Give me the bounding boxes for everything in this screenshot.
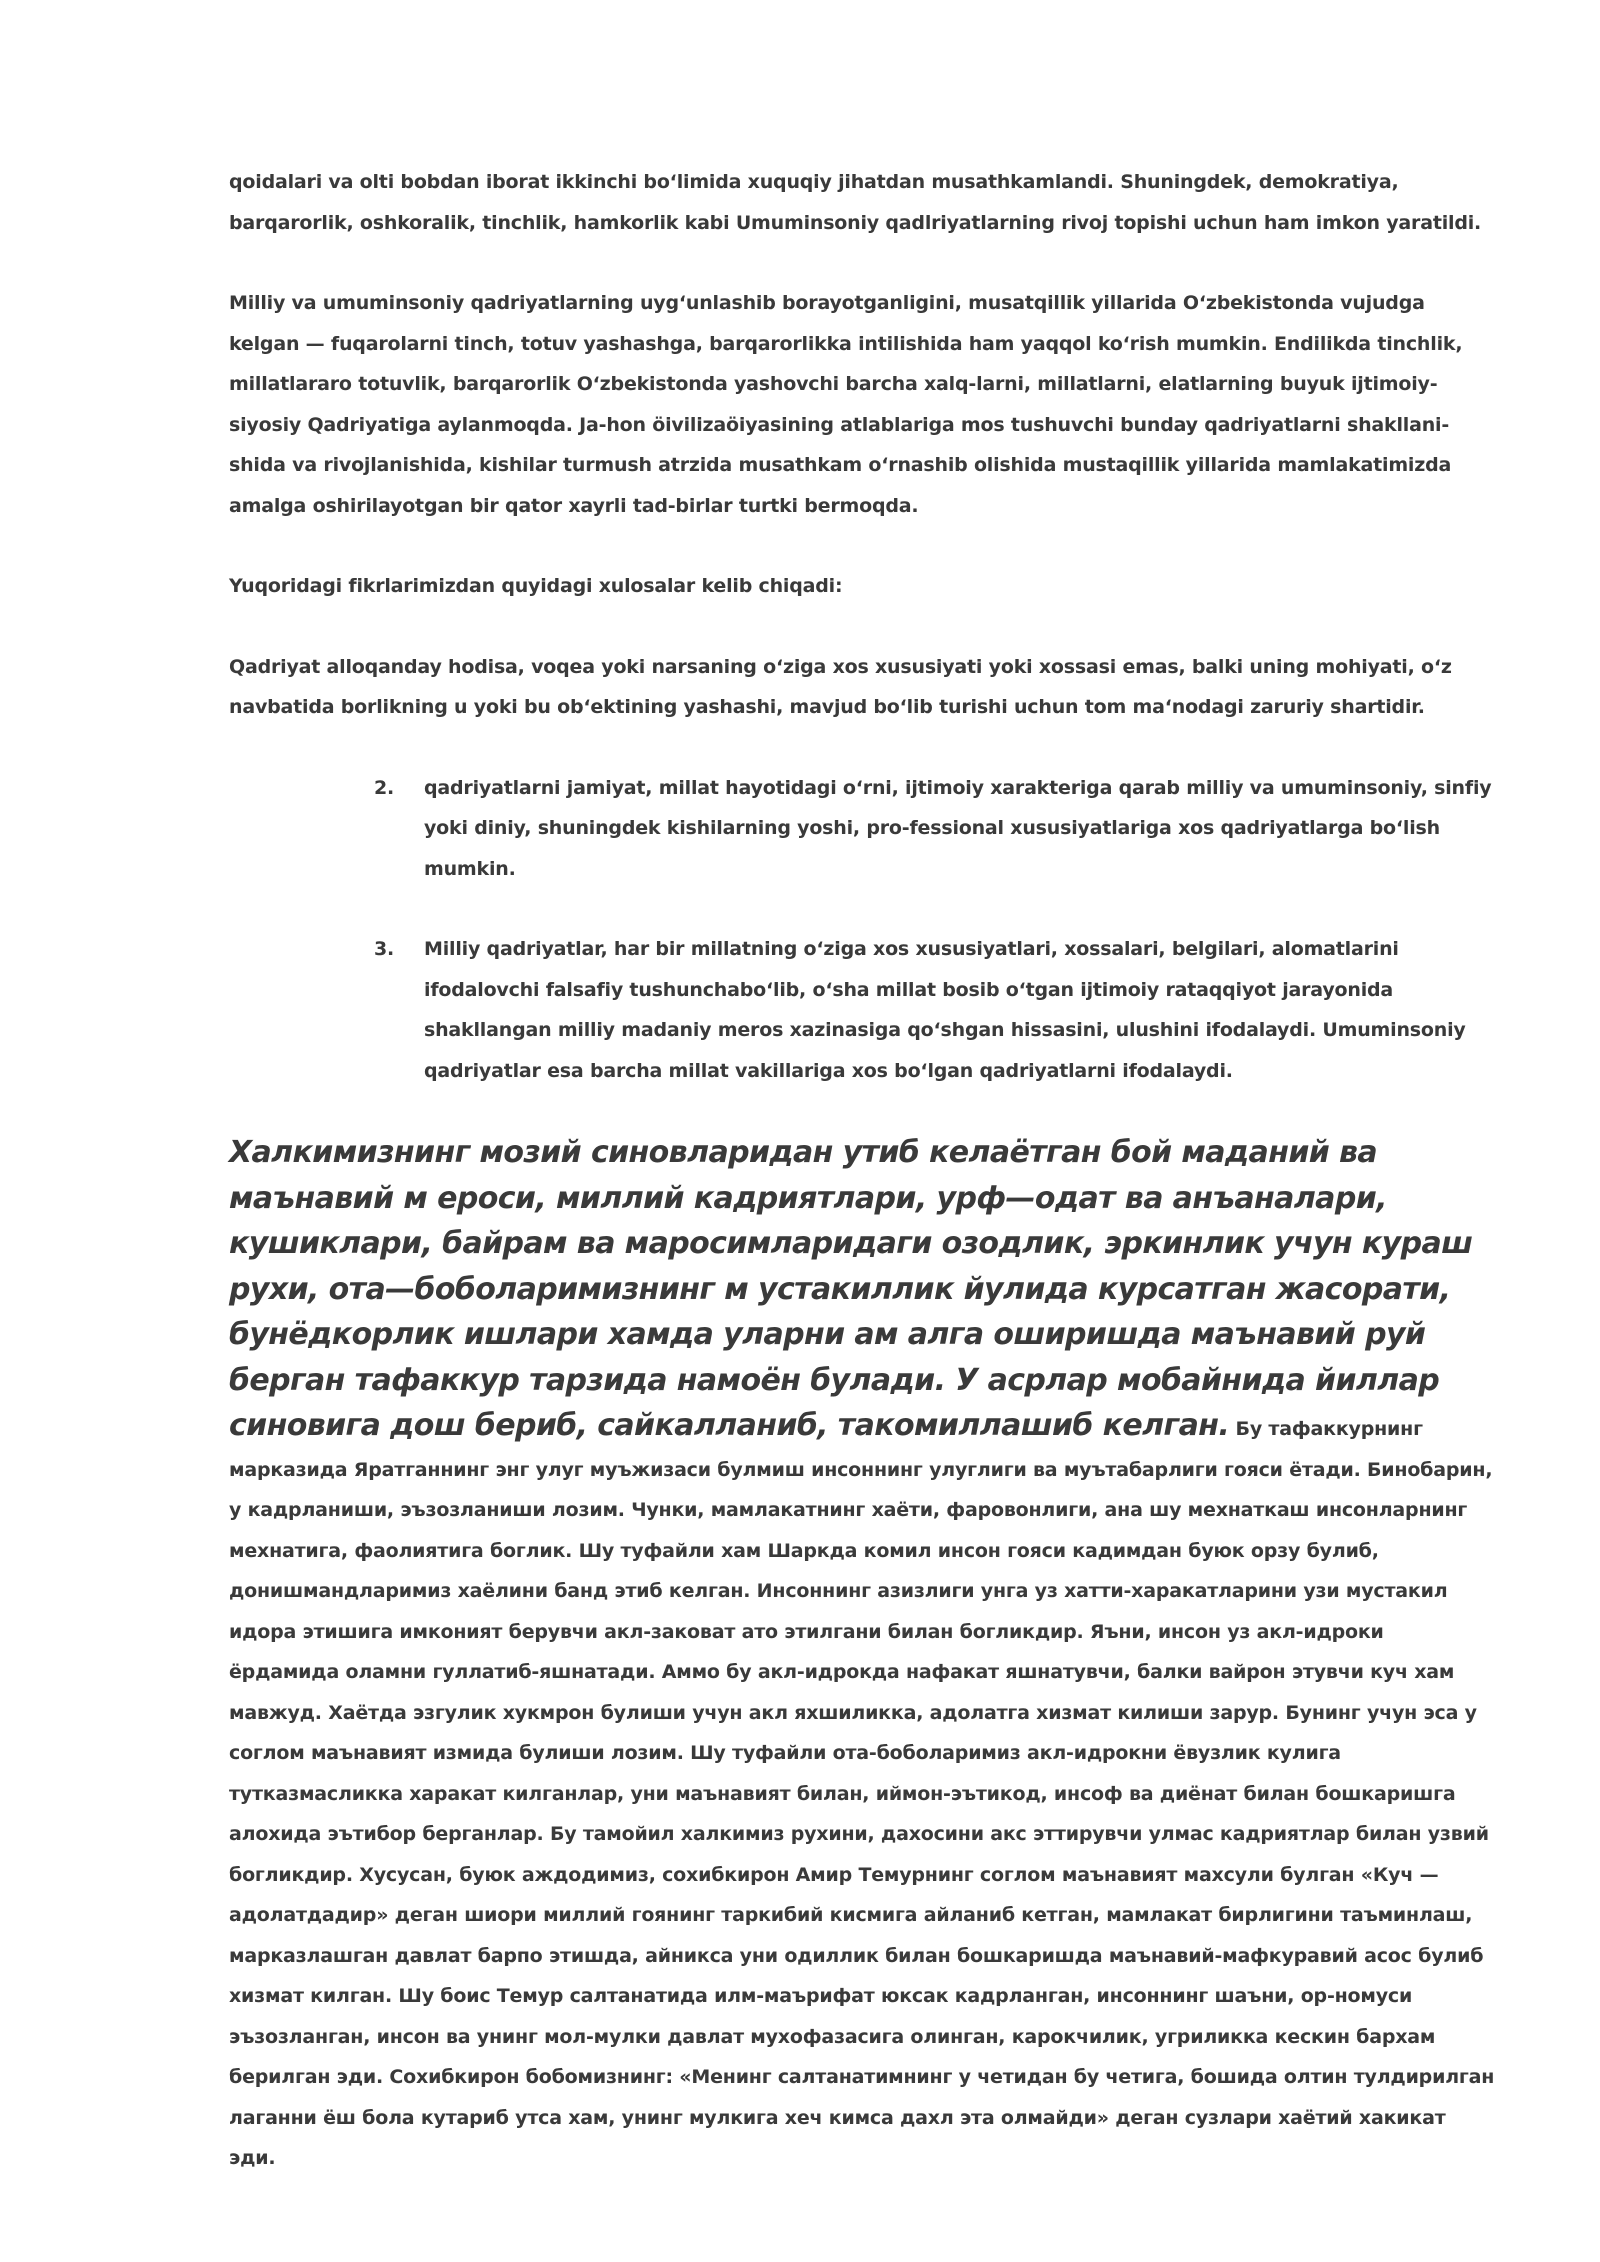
paragraph-gap [229,526,1495,566]
list-item-number: 2. [374,776,395,799]
list-item [229,929,1495,1091]
list-item-text: Milliy qadriyatlar, har bir millatning o‘ziga xos xususiyatlari, xossalari, belgilari, alomatlarini ifodalovchi falsafiy tushunchabo‘lib, o‘sha millat bosib o‘tgan ijtimoiy rataqqiyot jarayonida shakllangan milliy madaniy meros xazinasiga qo‘shgan hissasini, ulushini ifodalaydi. Umuminsoniy qadriyatlar esa barcha millat vakillariga xos bo‘lgan qadriyatlarni ifodalaydi. [424,938,1466,1082]
paragraph-gap [229,607,1495,647]
paragraph-gap [229,728,1495,768]
cyrillic-paragraph [229,1131,1495,2179]
list-item-text: qadriyatlarni jamiyat, millat hayotidagi o‘rni, ijtimoiy xarakteriga qarab milliy va umuminsoniy, sinfiy yoki diniy, shuningdek kishilarning yoshi, pro-fessional xususiyatlariga xos qadriyatlarga bo‘lish mumkin. [424,776,1492,880]
paragraph-3: Yuqoridagi fikrlarimizdan quyidagi xulosalar kelib chiqadi: [229,575,843,597]
list-item [229,768,1495,890]
paragraph-4: Qadriyat alloqanday hodisa, voqea yoki narsaning o‘ziga xos xususiyati yoki xossasi emas, balki uning mohiyati, o‘z navbatida borlikning u yoki bu ob‘ektining yashashi, mavjud bo‘lib turishi uchun tom ma‘nodagi zaruriy shartidir. [229,655,1452,718]
paragraph-2: Milliy va umuminsoniy qadriyatlarning uyg‘unlashib borayotganligini, musatqillik yillarida O‘zbekistonda vujudga kelgan — fuqarolarni tinch, totuv yashashga, barqarorlikka intilishida ham yaqqol ko‘rish mumkin. Endilikda tinchlik, millatlararo totuvlik, barqarorlik O‘zbekistonda yashovchi barcha xalq-larni, millatlarni, elatlarning buyuk ijtimoiy-siyosiy Qadriyatiga aylanmoqda. Ja-hon öivilizaöiyasining atlablariga mos tushuvchi bunday qadriyatlarni shakllani-shida va rivojlanishida, kishilar turmush atrzida musathkam o‘rnashib olishida mustaqillik yillarida mamlakatimizda amalga oshirilayotgan bir qator xayrli tad-birlar turtki bermoqda. [229,292,1463,517]
document-content [229,162,1495,2179]
list-item-number: 3. [374,938,395,960]
numbered-list [229,768,1495,1092]
paragraph-1: qoidalari va olti bobdan iborat ikkinchi bo‘limida xuquqiy jihatdan musathkamlandi. Shuningdek, demokratiya, barqarorlik, oshkoralik, tinchlik, hamkorlik kabi Umuminsoniy qadlriyatlarning rivoj topishi uchun ham imkon yaratildi. [229,171,1482,234]
cyrillic-lead-text: Халкимизнинг мозий синовларидан утиб келаётган бой маданий ва маънавий м ероси, миллий кадриятлари, урф—одат ва анъаналари, кушиклари, байрам ва маросимларидаги озодлик, эркинлик учун кураш рухи, ота—боболаримизнинг м устакиллик йулида курсатган жасорати, бунёдкорлик ишлари хамда уларни ам алга оширишда маънавий руй берган тафаккур тарзида намоён булади. У асрлар мобайнида йиллар синовига дош бериб, сайкалланиб, такомиллашиб келган. [229,1135,1473,1443]
cyrillic-body-text: Бу тафаккурнинг марказида Яратганнинг энг улуг муъжизаси булмиш инсоннинг улуглиги ва муътабарлиги гояси ётади. Бинобарин, у кадрланиши, эъзозланиши лозим. Чунки, мамлакатнинг хаёти, фаровонлиги, ана шу мехнаткаш инсонларнинг мехнатига, фаолиятига боглик. Шу туфайли хам Шаркда комил инсон гояси кадимдан буюк орзу булиб, донишмандларимиз хаёлини банд этиб келган. Инсоннинг азизлиги унга уз хатти-харакатларини узи мустакил идора этишига имконият берувчи акл-заковат ато этилгани билан богликдир. Яъни, инсон уз акл-идроки ёрдамида оламни гуллатиб-яшнатади. Аммо бу акл-идрокда нафакат яшнатувчи, балки вайрон этувчи куч хам мавжуд. Хаётда эзгулик хукмрон булиши учун акл яхшиликка, адолатга хизмат килиши зарур. Бунинг учун эса у соглом маънавият измида булиши лозим. Шу туфайли ота-боболаримиз акл-идрокни ёвузлик кулига тутказмасликка харакат килганлар, уни маънавият билан, иймон-эътикод, инсоф ва диёнат билан бошкаришга алохида эътибор берганлар. Бу тамойил халкимиз рухини, дахосини акс эттирувчи улмас кадриятлар билан узвий богликдир. Хусусан, буюк аждодимиз, сохибкирон Амир Темурнинг соглом маънавият махсули булган «Куч — адолатдадир» деган шиори миллий гоянинг таркибий кисмига айланиб кетган, мамлакат бирлигини таъминлаш, марказлашган давлат барпо этишда, айникса уни одиллик билан бошкаришда маънавий-мафкуравий асос булиб хизмат килган. Шу боис Темур салтанатида илм-маърифат юксак кадрланган, инсоннинг шаъни, ор-номуси эъзозланган, инсон ва унинг мол-мулки давлат мухофазасига олинган, карокчилик, угриликка кескин бархам берилган эди. Сохибкирон бобомизнинг: «Менинг салтанатимнинг у четидан бу четига, бошида олтин тулдирилган лаганни ёш бола кутариб утса хам, унинг мулкига хеч кимса дахл эта олмайди» деган сузлари хаётий хакикат эди. [229,1418,1495,2169]
paragraph-gap [229,243,1495,283]
